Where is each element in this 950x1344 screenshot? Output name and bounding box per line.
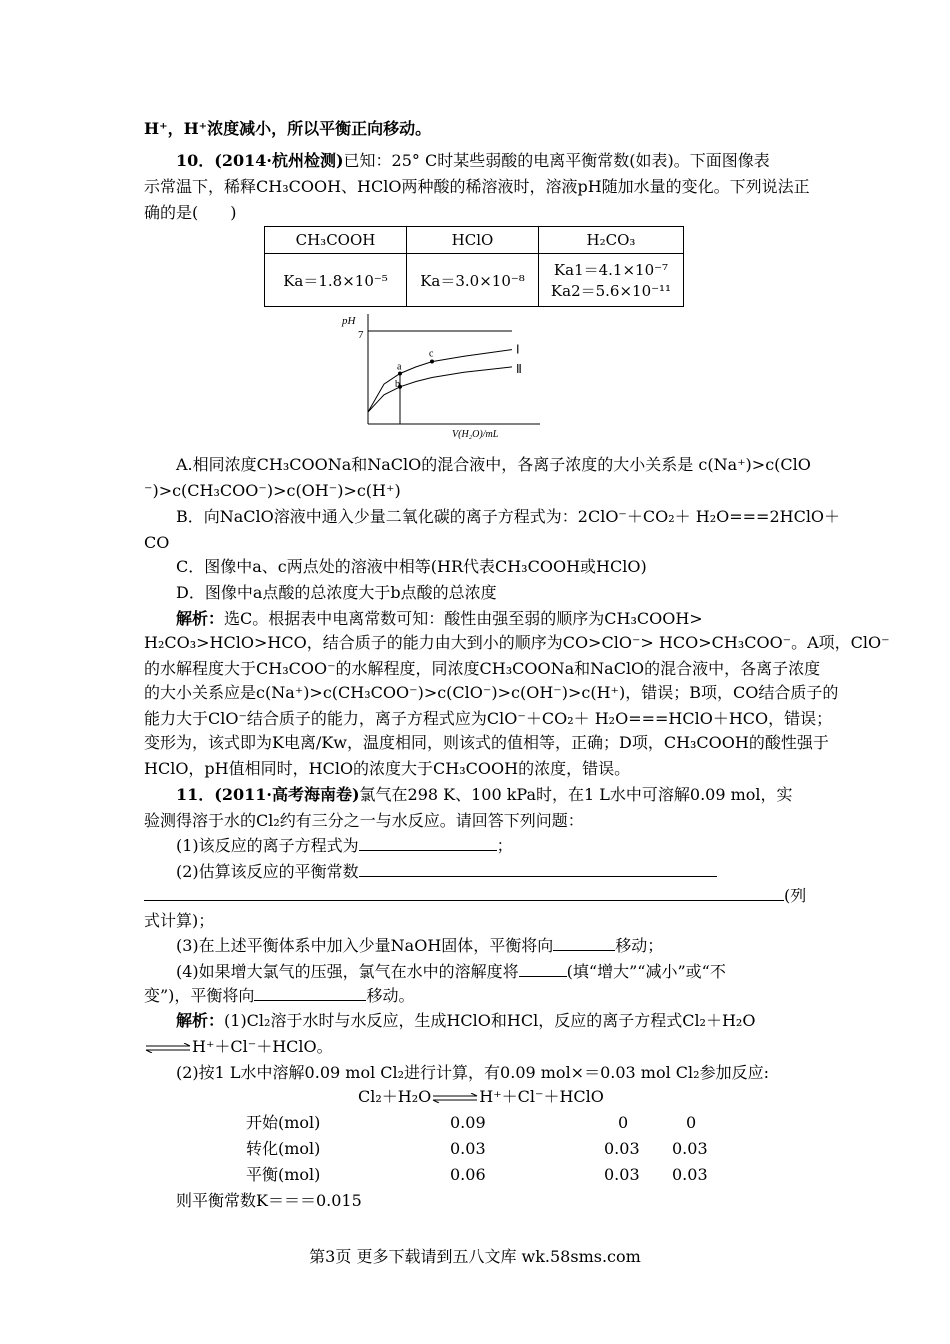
question-11-source: (2011·高考海南卷) (214, 785, 360, 804)
series-line (368, 367, 512, 412)
series-line (368, 350, 512, 412)
analysis-line4: 的大小关系应是c(Na⁺)>c(CH₃COO⁻)>c(ClO⁻)>c(OH⁻)>c(H⁺)，错误；B项，CO结合质子的 (144, 683, 839, 702)
ice-cell: 0.03 (604, 1139, 640, 1158)
table-cell (539, 254, 684, 307)
answer-blank[interactable] (254, 984, 366, 1001)
analysis-line6: 变形为，该式即为K电离/Kw，温度相同，则该式的值相等，正确；D项，CH₃COOH的酸性强于 (144, 733, 829, 752)
question-10-source: (2014·杭州检测) (214, 151, 344, 170)
answer-blank[interactable] (553, 934, 615, 951)
solution-label: 解析： (176, 1011, 225, 1030)
part-3-text: (3)在上述平衡体系中加入少量NaOH固体，平衡将向 (176, 936, 554, 955)
point-label: c (429, 348, 434, 360)
answer-blank[interactable] (144, 884, 784, 901)
option-b-line2: CO (144, 533, 170, 552)
ka1-value: Ka1＝4.1×10⁻⁷ (553, 261, 669, 279)
x-axis-label: V(H₂O)/mL (452, 429, 499, 440)
ice-row-label: 开始(mol) (246, 1113, 321, 1132)
ice-row-label: 转化(mol) (246, 1139, 321, 1158)
question-10-line1 (176, 150, 770, 172)
ph-dilution-chart (340, 308, 550, 440)
answer-blank[interactable] (519, 960, 567, 977)
part-2 (176, 860, 717, 883)
ice-cell: 0 (686, 1113, 697, 1132)
analysis-label: 解析： (176, 609, 225, 628)
part-2-end: (列 (784, 886, 807, 905)
solution-text: (1)Cl₂溶于水时与水反应，生成HClO和HCl，反应的离子方程式Cl₂＋H₂O (224, 1011, 756, 1030)
point-label: a (397, 361, 402, 373)
part-3 (176, 934, 663, 957)
part-2-line3: 式计算)； (144, 911, 215, 930)
question-11-text: 氯气在298 K、100 kPa时，在1 L水中可溶解0.09 mol，实 (359, 785, 793, 804)
equilibrium-equation (358, 1086, 604, 1108)
page-footer: 第3页 更多下载请到五八文库 wk.58sms.com (309, 1247, 641, 1266)
analysis-line7: HClO，pH值相同时，HClO的浓度大于CH₃COOH的浓度，错误。 (144, 759, 631, 778)
ice-cell: 0.06 (450, 1165, 486, 1184)
answer-blank[interactable] (359, 834, 497, 851)
analysis-line2: H₂CO₃>HClO>HCO，结合质子的能力由大到小的顺序为CO>ClO⁻> HCO>CH₃COO⁻。A项，ClO⁻ (144, 633, 890, 652)
part-4-text2: 变”)，平衡将向 (144, 986, 255, 1005)
option-a-line2: ⁻)>c(CH₃COO⁻)>c(OH⁻)>c(H⁺) (144, 481, 401, 500)
table-header: H₂CO₃ (539, 227, 684, 254)
table-header: CH₃COOH (265, 227, 407, 254)
y-axis-label: pH (342, 315, 356, 327)
equation-left: Cl₂＋H₂O (358, 1087, 432, 1106)
ice-row-label: 平衡(mol) (246, 1165, 321, 1184)
part-2-text: (2)估算该反应的平衡常数 (176, 862, 359, 881)
ka2-value: Ka2＝5.6×10⁻¹¹ (550, 282, 672, 300)
question-10-line3: 确的是( ) (144, 203, 237, 222)
table-cell: Ka＝3.0×10⁻⁸ (407, 254, 539, 307)
analysis-text: 选C。根据表中电离常数可知：酸性由强至弱的顺序为CH₃COOH> (224, 609, 703, 628)
ice-cell: 0.03 (672, 1165, 708, 1184)
equilibrium-arrow-icon (431, 1093, 479, 1103)
question-11-number: 11． (176, 785, 215, 804)
ionization-constant-table (264, 226, 684, 307)
analysis-line5: 能力大于ClO⁻结合质子的能力，离子方程式应为ClO⁻＋CO₂＋ H₂O===HClO＋HCO，错误； (144, 709, 833, 728)
equation-right: H⁺＋Cl⁻＋HClO (479, 1087, 604, 1106)
table-header: HClO (407, 227, 539, 254)
part-3-end: 移动； (615, 936, 664, 955)
part-1 (176, 834, 513, 857)
part-4-end: 移动。 (366, 986, 415, 1005)
question-10-line2: 示常温下，稀释CH₃COOH、HClO两种酸的稀溶液时，溶液pH随加水量的变化。下列说法正 (144, 177, 810, 196)
analysis-line1 (176, 608, 703, 630)
question-11-line2: 验测得溶于水的Cl₂约有三分之一与水反应。请回答下列问题： (144, 811, 584, 830)
part-4-line1 (176, 960, 726, 983)
option-c: C．图像中a、c两点处的溶液中相等(HR代表CH₃COOH或HClO) (176, 557, 647, 576)
series-label: Ⅰ (516, 342, 520, 357)
solution-line1 (176, 1010, 755, 1032)
answer-blank[interactable] (359, 860, 717, 877)
y-mark-label: 7 (358, 329, 364, 341)
solution-text: H⁺＋Cl⁻＋HClO。 (192, 1037, 333, 1056)
question-10-number: 10． (176, 151, 215, 170)
table-cell: Ka＝1.8×10⁻⁵ (265, 254, 407, 307)
ice-cell: 0.03 (604, 1165, 640, 1184)
part-4-line2 (144, 984, 414, 1007)
ice-cell: 0.09 (450, 1113, 486, 1132)
option-a-line1: A.相同浓度CH₃COONa和NaClO的混合液中，各离子浓度的大小关系是 c(Na⁺)>c(ClO (176, 455, 811, 474)
point-c (430, 360, 434, 364)
part-2-cont (144, 884, 806, 907)
part-1-text: (1)该反应的离子方程式为 (176, 836, 359, 855)
analysis-line3: 的水解程度大于CH₃COO⁻的水解程度，同浓度CH₃COONa和NaClO的混合液中，各离子浓度 (144, 659, 821, 678)
equilibrium-arrow-icon (144, 1043, 192, 1053)
option-b-line1: B．向NaClO溶液中通入少量二氧化碳的离子方程式为：2ClO⁻＋CO₂＋ H₂O===2HClO＋ (176, 507, 841, 526)
part-4-text: (4)如果增大氯气的压强，氯气在水中的溶解度将 (176, 962, 519, 981)
series-label: Ⅱ (516, 361, 522, 376)
ice-cell: 0.03 (450, 1139, 486, 1158)
line-prev-conclusion: H⁺，H⁺浓度减小，所以平衡正向移动。 (144, 119, 432, 138)
question-11-line1 (176, 784, 793, 806)
solution-line2 (144, 1036, 333, 1058)
part-4-hint: (填“增大”“减小”或“不 (566, 962, 726, 981)
ice-cell: 0.03 (672, 1139, 708, 1158)
equilibrium-constant-result: 则平衡常数K＝＝＝0.015 (176, 1191, 362, 1210)
ice-cell: 0 (618, 1113, 629, 1132)
solution-line3: (2)按1 L水中溶解0.09 mol Cl₂进行计算，有0.09 mol×＝0.03 mol Cl₂参加反应: (176, 1063, 769, 1082)
part-1-end: ； (496, 836, 513, 855)
point-label: b (395, 378, 400, 390)
question-10-text: 已知：25° C时某些弱酸的电离平衡常数(如表)。下面图像表 (343, 151, 770, 170)
option-d: D．图像中a点酸的总浓度大于b点酸的总浓度 (176, 583, 497, 602)
